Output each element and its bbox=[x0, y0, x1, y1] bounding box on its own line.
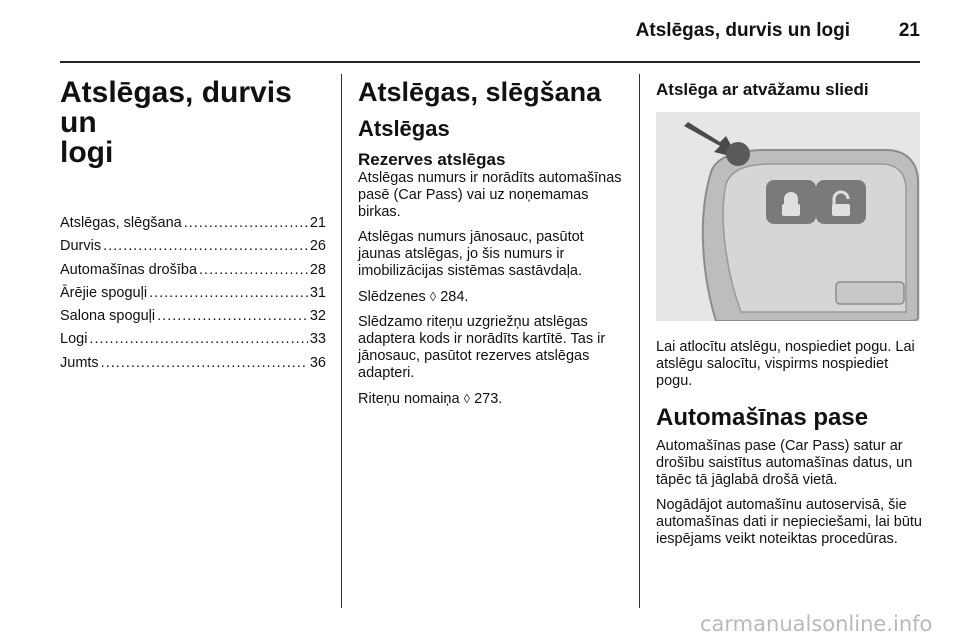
paragraph-locks-ref: Slēdzenes ◊ 284. bbox=[358, 289, 469, 305]
column-divider-1 bbox=[341, 74, 342, 608]
page-ref-link[interactable]: 273. bbox=[474, 391, 503, 407]
page-ref-icon: ◊ bbox=[429, 289, 437, 304]
paragraph: Automašīnas pase (Car Pass) satur ar drošību saistītus automašīnas datus, un tāpēc tā jāglabā drošā vietā. bbox=[656, 438, 913, 488]
key-column bbox=[656, 74, 922, 556]
toc-entry[interactable]: Durvis ..... 26 bbox=[60, 235, 326, 258]
foldable-key-heading: Atslēga ar atvāžamu sliedi bbox=[656, 80, 869, 99]
release-button-icon bbox=[726, 142, 750, 166]
key-illustration bbox=[656, 112, 920, 321]
toc-entry[interactable]: Ārējie spoguļi ..... 31 bbox=[60, 282, 326, 305]
watermark: carmanualsonline.info bbox=[700, 612, 933, 636]
column-divider-2 bbox=[639, 74, 640, 608]
paragraph: Nogādājot automašīnu autoservisā, šie automašīnas dati ir nepieciešami, lai būtu iespējams veikt noteiktas procedūras. bbox=[656, 497, 922, 547]
toc-entry[interactable]: Salona spoguļi ..... 32 bbox=[60, 305, 326, 328]
chapter-column bbox=[60, 74, 326, 375]
chapter-title: Atslēgas, durvis un logi bbox=[60, 76, 292, 169]
page-number: 21 bbox=[898, 20, 920, 41]
spare-keys-heading: Rezerves atslēgas bbox=[358, 150, 506, 169]
header-rule bbox=[60, 61, 920, 63]
section-title: Atslēgas, slēgšana bbox=[358, 77, 602, 107]
toc-entry[interactable]: Atslēgas, slēgšana ..... 21 bbox=[60, 212, 326, 235]
paragraph-wheel-ref: Riteņu nomaiņa ◊ 273. bbox=[358, 391, 503, 407]
page-ref-link[interactable]: 284. bbox=[440, 289, 469, 305]
toc-entry[interactable]: Jumts ..... 36 bbox=[60, 352, 326, 375]
toc-entry[interactable]: Logi ..... 33 bbox=[60, 328, 326, 351]
paragraph: Atslēgas numurs jānosauc, pasūtot jaunas atslēgas, jo šis numurs ir imobilizācijas sistēmas sastāvdaļa. bbox=[358, 229, 584, 279]
running-header-title: Atslēgas, durvis un logi bbox=[635, 20, 850, 41]
paragraph: Slēdzamo riteņu uzgriežņu atslēgas adaptera kods ir norādīts kartītē. Tas ir jānosauc, pasūtot rezerves atslēgas adapteri. bbox=[358, 314, 606, 381]
toc-entry[interactable]: Automašīnas drošība ..... 28 bbox=[60, 259, 326, 282]
section-column bbox=[358, 74, 622, 416]
paragraph: Atslēgas numurs ir norādīts automašīnas pasē (Car Pass) vai uz noņemamas birkas. bbox=[358, 170, 622, 220]
page-ref-icon: ◊ bbox=[463, 391, 471, 406]
car-pass-heading: Automašīnas pase bbox=[656, 404, 869, 431]
table-of-contents bbox=[60, 212, 326, 375]
lock-icon bbox=[784, 192, 798, 206]
subsection-title: Atslēgas bbox=[358, 116, 450, 141]
paragraph: Lai atlocītu atslēgu, nospiediet pogu. Lai atslēgu salocītu, vispirms nospiediet pogu. bbox=[656, 339, 915, 389]
